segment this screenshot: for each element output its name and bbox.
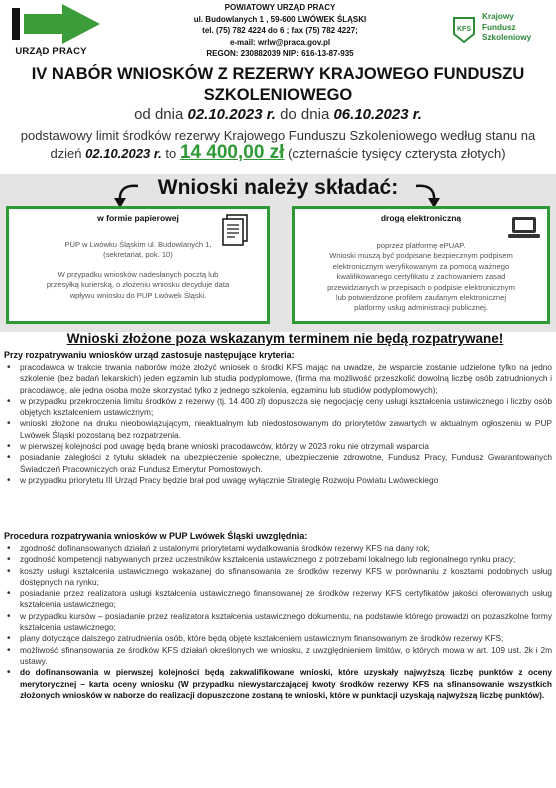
limit-amount-words: (czternaście tysięcy czterysta złotych) bbox=[288, 146, 506, 161]
curved-arrow-right-icon bbox=[412, 180, 442, 208]
deadline-warning: Wnioski złożone poza wskazanym terminem nie będą rozpatrywane! bbox=[66, 331, 504, 346]
paper-line: W przypadku wniosków nadesłanych pocztą lub bbox=[57, 269, 219, 279]
kfs-line: Fundusz bbox=[482, 22, 516, 32]
electronic-submission-box bbox=[292, 206, 550, 324]
kfs-line: Krajowy bbox=[482, 12, 514, 21]
electronic-line: przewidzianych w przepisach o podpisie elektronicznym bbox=[327, 282, 515, 292]
criteria-item: • wnioski złożone na druku nieobowiązującym, nieaktualnym lub niedostosowanym do priorytetów zawartych w aktualnym ogłoszeniu w PUP Lwówek Śląski pozostaną bez rozpatrzenia. bbox=[4, 418, 552, 441]
limit-line: podstawowy limit środków rezerwy Krajowego Funduszu Szkoleniowego według stanu na bbox=[20, 128, 536, 143]
kfs-badge-icon bbox=[452, 16, 476, 44]
funds-limit bbox=[0, 127, 556, 162]
limit-amount: 14 400,00 zł bbox=[179, 142, 285, 163]
office-name: POWIATOWY URZĄD PRACY bbox=[224, 3, 336, 12]
paper-head: w formie papierowej bbox=[97, 213, 179, 223]
call-dates bbox=[0, 106, 556, 123]
limit-prefix: dzień bbox=[50, 146, 82, 161]
procedure-item: • zgodność kompetencji nabywanych przez uczestników kształcenia ustawicznego z potrzebami lokalnego lub regionalnego rynku pracy; bbox=[4, 554, 552, 565]
page-title bbox=[0, 64, 556, 106]
criteria-item: • w przypadku przekroczenia limitu środków z rezerwy (tj. 14 400 zł) dopuszcza się negocjację ceny usługi kształcenia ustawicznego i liczby osób objętych kształceniem ustawicznym; bbox=[4, 396, 552, 419]
limit-to: to bbox=[165, 146, 177, 161]
electronic-line: lub potwierdzone profilem zaufanym elektronicznej bbox=[335, 293, 507, 303]
electronic-line: Wnioski muszą być podpisane bezpiecznym podpisem bbox=[329, 251, 513, 261]
paper-submission-box bbox=[6, 206, 270, 324]
electronic-head: drogą elektroniczną bbox=[380, 213, 462, 223]
electronic-text bbox=[295, 241, 547, 314]
paper-line: (sekretariat, pok. 10) bbox=[103, 250, 173, 260]
criteria-list bbox=[4, 362, 552, 486]
procedure-item: • koszty usługi kształcenia ustawicznego wskazanej do sfinansowania ze środków rezerwy KFS w porównaniu z kosztami podobnych usług dostępnych na rynku; bbox=[4, 566, 552, 589]
criteria-item: • w pierwszej kolejności pod uwagę będą brane wnioski pracodawców, którzy w 2023 roku nie otrzymali wsparcia bbox=[4, 441, 552, 452]
office-phone: tel. (75) 782 4224 do 6 ; fax (75) 782 4227; bbox=[202, 26, 358, 36]
laptop-icon bbox=[507, 215, 541, 241]
criteria-item: • posiadanie zaległości z tytułu składek na ubezpieczenie społeczne, ubezpieczenie zdrowotne, Fundusz Pracy, Fundusz Gwarantowanych Świadczeń Pracowniczych oraz Fundusz Emerytur Pomostowych. bbox=[4, 452, 552, 475]
procedure-item: • możliwość sfinansowania ze środków KFS działań określonych we wniosku, z uwzględnieniem limitów, o których mowa w art. 109 ust. 2k i 2m ustawy. bbox=[4, 645, 552, 668]
urzad-pracy-logo bbox=[4, 2, 106, 62]
procedure-final-item: • do dofinansowania w pierwszej kolejności będą zakwalifikowane wnioski, które uzyskały najwyższą liczbę punktów z oceny merytorycznej – karta oceny wniosku (W przypadku niewystarczającej kwoty środków rezerwy KFS na sfinansowanie wszystkich złożonych wniosków w naborze do realizacji dopuszczone zostaną te wnioski, które w punktacji uzyskają najwyższą liczbę punktów). bbox=[4, 667, 552, 701]
to-label: do dnia bbox=[280, 106, 330, 123]
office-regon: REGON: 230882039 NIP: 616-13-87-935 bbox=[206, 49, 354, 59]
kfs-name bbox=[482, 12, 531, 44]
paper-line: PUP w Lwówku Śląskim ul. Budowlanych 1, bbox=[64, 240, 212, 249]
criteria-item: • w przypadku priorytetu III Urząd Pracy będzie brał pod uwagę wyłącznie Strategię Rozwoju Powiatu Lwóweckiego bbox=[4, 475, 552, 486]
paper-line: przesyłką kurierską, o złożeniu wniosku decyduje data bbox=[46, 280, 230, 290]
kfs-line: Szkoleniowy bbox=[482, 33, 532, 42]
to-date: 06.10.2023 r. bbox=[333, 106, 422, 123]
office-address bbox=[150, 2, 410, 60]
paper-note bbox=[9, 270, 267, 301]
criteria-item: • pracodawca w trakcie trwania naborów może złożyć wniosek o środki KFS mając na uwadze, że wsparcie zostanie udzielone tylko na jedno szkolenie (bez badań lekarskich) jeden egzamin lub studia podyplomowe, (firma ma możliwość przeszkolić dowolną liczbę osób zatrudnionych i pracodawcę, ale jedna osoba może skorzystać tylko z jednego szkolenia, egzaminu lub studiów podyplomowych); bbox=[4, 362, 552, 396]
electronic-line: platformy usług administracji publicznej. bbox=[354, 303, 488, 313]
from-label: od dnia bbox=[134, 106, 184, 123]
office-street: ul. Budowlanych 1 , 59-600 LWÓWEK ŚLĄSKI bbox=[193, 14, 367, 24]
electronic-line: kwalifikowanego certyfikatu z zachowaniem zasad bbox=[336, 272, 506, 282]
procedure-item: • posiadanie przez realizatora usługi kształcenia ustawicznego finansowanej ze środków rezerwy KFS certyfikatów jakości oferowanych usług kształcenia ustawicznego; bbox=[4, 588, 552, 611]
office-email: e-mail: wrlw@praca.gov.pl bbox=[229, 37, 331, 47]
title-line: SZKOLENIOWEGO bbox=[203, 86, 353, 104]
kfs-logo bbox=[452, 12, 552, 52]
electronic-line: elektronicznym weryfikowanym za pomocą ważnego bbox=[332, 261, 510, 271]
limit-date: 02.10.2023 r. bbox=[85, 146, 162, 161]
procedure-item: • zgodność dofinansowanych działań z ustalonymi priorytetami wydatkowania środków rezerwy KFS na dany rok; bbox=[4, 543, 552, 554]
procedure-item: • plany dotyczące dalszego zatrudnienia osób, które będą objęte kształceniem ustawicznym finansowanym ze środków rezerwy KFS; bbox=[4, 633, 552, 644]
from-date: 02.10.2023 r. bbox=[187, 106, 276, 123]
logo-label: URZĄD PRACY bbox=[15, 46, 87, 57]
paper-line: wpływu wniosku do PUP Lwówek Śląski. bbox=[69, 290, 207, 300]
procedure-heading: Procedura rozpatrywania wniosków w PUP Lwówek Śląski uwzględnia: bbox=[4, 531, 308, 541]
apply-title: Wnioski należy składać: bbox=[157, 176, 399, 199]
document-icon bbox=[221, 213, 251, 247]
letterhead bbox=[0, 0, 556, 62]
procedure-item: • w przypadku kursów – posiadanie przez realizatora kształcenia ustawicznego dokumentu, na podstawie którego prowadzi on pozaszkolne formy kształcenia ustawicznego; bbox=[4, 611, 552, 634]
electronic-line: poprzez platformę ePUAP. bbox=[376, 241, 466, 250]
procedure-list bbox=[4, 543, 552, 701]
kfs-badge-text: KFS bbox=[457, 26, 471, 33]
limit-line-2 bbox=[0, 144, 556, 162]
criteria-heading: Przy rozpatrywaniu wniosków urząd zastosuje następujące kryteria: bbox=[4, 350, 295, 360]
title-line: IV NABÓR WNIOSKÓW Z REZERWY KRAJOWEGO FUNDUSZU bbox=[31, 65, 525, 83]
